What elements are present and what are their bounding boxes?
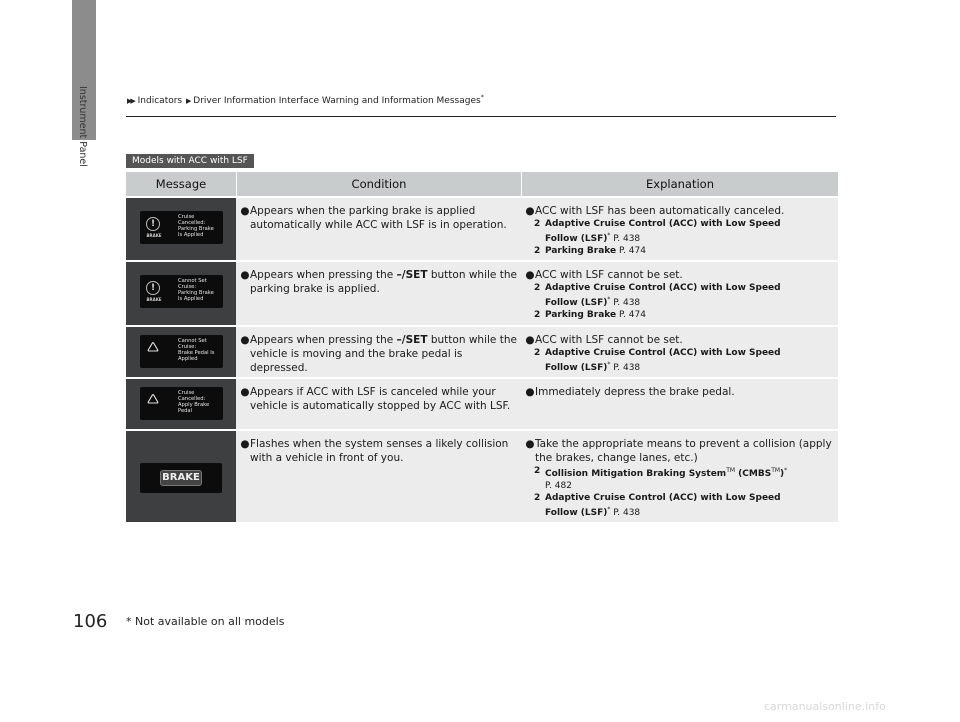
footnote-star: * — [480, 94, 484, 101]
bullet-icon: ● — [240, 269, 250, 281]
condition-text: Appears when pressing the –/SET button while the vehicle is moving and the brake pedal is depressed. — [250, 334, 517, 374]
condition-text: Appears if ACC with LSF is canceled while your vehicle is automatically stopped by ACC with LSF. — [250, 386, 511, 412]
display-message-text: Cruise Cancelled: Parking Brake Is Applied — [178, 214, 214, 238]
page-reference-link[interactable]: 2 Adaptive Cruise Control (ACC) with Low Speed Follow (LSF)* P. 438 — [534, 493, 781, 518]
bullet-icon: ● — [525, 386, 535, 398]
brake-indicator: BRAKE — [160, 470, 202, 486]
condition-cell — [236, 379, 521, 429]
message-display — [140, 335, 223, 368]
table-header — [126, 172, 838, 196]
display-message-text: Cannot Set Cruise: Parking Brake Is Applied — [178, 278, 214, 302]
brake-icon-label: BRAKE — [146, 233, 162, 238]
breadcrumb-arrow-icon: ▶▶ — [127, 97, 134, 105]
header-rule — [126, 116, 836, 117]
explanation-text: ACC with LSF has been automatically canceled. — [535, 205, 785, 217]
section-label: Instrument Panel — [77, 86, 88, 167]
explanation-cell — [521, 379, 838, 429]
table-row — [126, 431, 838, 522]
explanation-text: Take the appropriate means to prevent a collision (apply the brakes, change lanes, etc.) — [535, 438, 832, 464]
message-display-cell — [126, 198, 236, 260]
footnote: * Not available on all models — [126, 615, 285, 628]
header-message: Message — [155, 177, 207, 191]
car-brake-icon: 🛆 — [146, 392, 159, 406]
reference-arrow-icon: 2 — [534, 493, 541, 503]
page-reference-link[interactable]: 2 Collision Mitigation Braking System™ (CMBS™)* P. 482 — [534, 466, 788, 491]
table-row — [126, 327, 838, 377]
bullet-icon: ● — [525, 438, 535, 450]
reference-arrow-icon: 2 — [534, 466, 541, 476]
message-display — [140, 211, 223, 244]
bullet-icon: ● — [525, 334, 535, 346]
reference-arrow-icon: 2 — [534, 310, 541, 320]
breadcrumb-item-indicators[interactable]: Indicators — [137, 96, 183, 106]
explanation-cell — [521, 198, 838, 260]
bullet-icon: ● — [525, 205, 535, 217]
brake-icon-label: BRAKE — [146, 297, 162, 302]
header-explanation: Explanation — [521, 172, 838, 196]
page-reference-link[interactable]: 2 Adaptive Cruise Control (ACC) with Low Speed Follow (LSF)* P. 438 — [534, 219, 781, 244]
reference-arrow-icon: 2 — [534, 246, 541, 256]
header-condition: Condition — [236, 172, 521, 196]
breadcrumb-item-messages[interactable]: Driver Information Interface Warning and Information Messages — [193, 96, 481, 106]
bullet-icon: ● — [240, 438, 250, 450]
explanation-text: Immediately depress the brake pedal. — [535, 386, 735, 398]
models-tag: Models with ACC with LSF — [126, 154, 254, 168]
reference-arrow-icon: 2 — [534, 219, 541, 229]
bullet-icon: ● — [240, 386, 250, 398]
condition-cell — [236, 198, 521, 260]
explanation-text: ACC with LSF cannot be set. — [535, 334, 683, 346]
breadcrumb-arrow-icon: ▶ — [186, 97, 190, 105]
condition-text: Appears when the parking brake is applied automatically while ACC with LSF is in operation. — [250, 205, 507, 231]
bullet-icon: ● — [240, 334, 250, 346]
message-display — [140, 463, 222, 493]
reference-arrow-icon: 2 — [534, 348, 541, 358]
explanation-cell — [521, 327, 838, 377]
message-display-cell — [126, 431, 236, 522]
message-display-cell — [126, 379, 236, 429]
explanation-text: ACC with LSF cannot be set. — [535, 269, 683, 281]
table-row — [126, 379, 838, 429]
page-reference-link[interactable]: 2 Adaptive Cruise Control (ACC) with Low Speed Follow (LSF)* P. 438 — [534, 283, 781, 308]
page-reference-link[interactable]: 2 Adaptive Cruise Control (ACC) with Low Speed Follow (LSF)* P. 438 — [534, 348, 781, 373]
watermark: carmanualsonline.info — [764, 700, 886, 713]
message-display-cell — [126, 262, 236, 325]
condition-cell — [236, 431, 521, 522]
car-brake-icon: 🛆 — [146, 340, 159, 354]
bullet-icon: ● — [240, 205, 250, 217]
explanation-cell — [521, 431, 838, 522]
display-message-text: Cruise Cancelled: Apply Brake Pedal — [178, 390, 210, 414]
message-display — [140, 387, 223, 420]
display-message-text: Cannot Set Cruise: Brake Pedal Is Applied — [178, 338, 215, 362]
page-reference-link[interactable]: 2 Parking Brake P. 474 — [534, 310, 646, 320]
reference-arrow-icon: 2 — [534, 283, 541, 293]
bullet-icon: ● — [525, 269, 535, 281]
page-reference-link[interactable]: 2 Parking Brake P. 474 — [534, 246, 646, 256]
condition-text: Flashes when the system senses a likely collision with a vehicle in front of you. — [250, 438, 509, 464]
explanation-cell — [521, 262, 838, 325]
messages-table — [126, 172, 838, 524]
brake-warning-icon: ! — [146, 281, 160, 295]
page-number: 106 — [73, 611, 108, 632]
brake-warning-icon: ! — [146, 217, 160, 231]
table-row — [126, 198, 838, 260]
breadcrumb — [126, 94, 484, 106]
message-display-cell — [126, 327, 236, 377]
condition-text: Appears when pressing the –/SET button while the parking brake is applied. — [250, 269, 517, 295]
table-row — [126, 262, 838, 325]
condition-cell — [236, 262, 521, 325]
condition-cell — [236, 327, 521, 377]
message-display — [140, 275, 223, 308]
